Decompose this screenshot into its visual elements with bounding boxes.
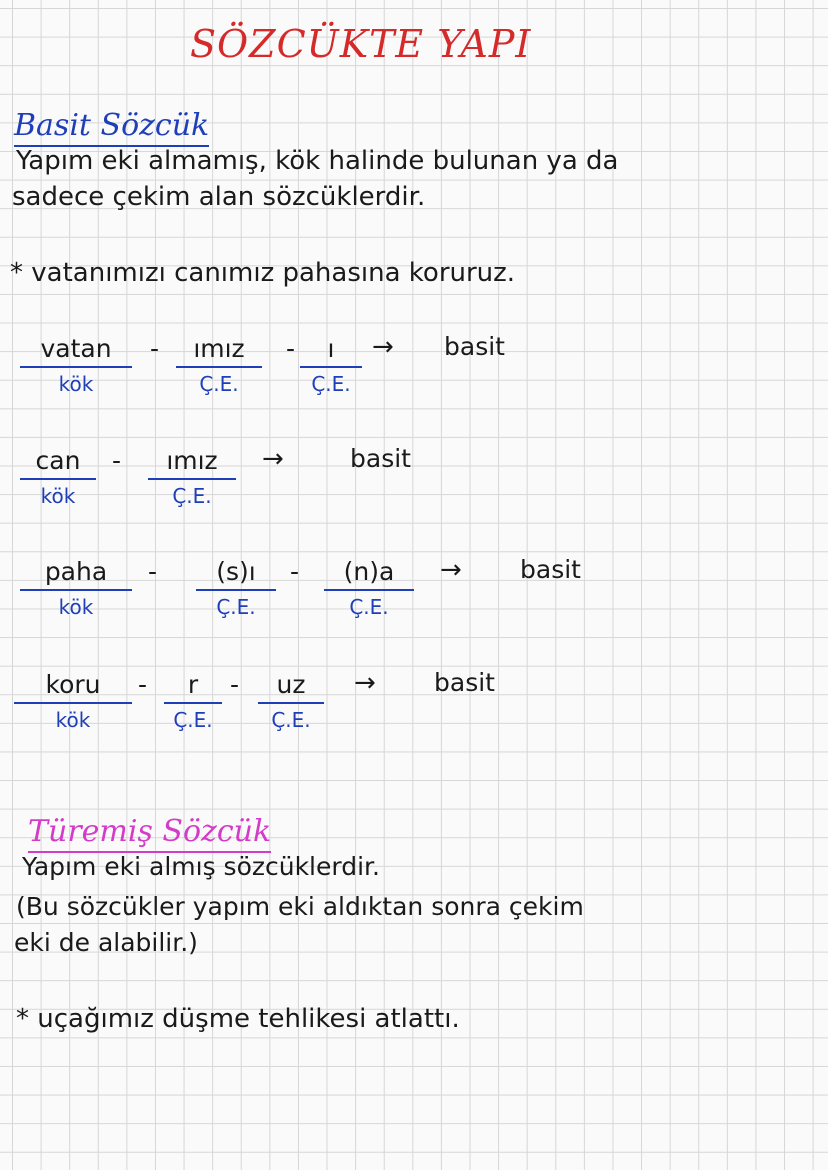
word-part <box>20 446 96 508</box>
separator: - <box>290 557 300 586</box>
part-word: (s)ı <box>196 557 276 591</box>
separator: - <box>112 446 122 475</box>
part-label: kök <box>58 595 94 619</box>
word-part <box>300 334 362 396</box>
word-part <box>196 557 276 619</box>
example-sentence: * uçağımız düşme tehlikesi atlattı. <box>16 1004 460 1034</box>
part-word: paha <box>20 557 132 591</box>
separator: - <box>230 670 240 699</box>
word-part <box>164 670 222 732</box>
part-label: Ç.E. <box>311 372 351 396</box>
part-word: (n)a <box>324 557 414 591</box>
part-word: ımız <box>148 446 236 480</box>
part-word: ımız <box>176 334 262 368</box>
part-word: koru <box>14 670 132 704</box>
result-label: basit <box>444 332 505 361</box>
result-label: basit <box>350 444 411 473</box>
definition-line: Yapım eki almış sözcüklerdir. <box>22 852 380 881</box>
result-label: basit <box>520 555 581 584</box>
part-word: uz <box>258 670 324 704</box>
separator: - <box>148 557 158 586</box>
definition-line: Yapım eki almamış, kök halinde bulunan ya da <box>16 146 619 176</box>
word-part <box>20 557 132 619</box>
section-heading-basit <box>14 108 209 143</box>
separator: - <box>150 334 160 363</box>
part-label: Ç.E. <box>173 708 213 732</box>
separator: - <box>286 334 296 363</box>
word-part <box>148 446 236 508</box>
part-label: Ç.E. <box>271 708 311 732</box>
word-part <box>176 334 262 396</box>
definition-line: sadece çekim alan sözcüklerdir. <box>12 182 426 212</box>
word-part <box>14 670 132 732</box>
separator: - <box>138 670 148 699</box>
example-sentence: * vatanımızı canımız pahasına koruruz. <box>10 258 516 288</box>
word-part <box>258 670 324 732</box>
arrow-icon: → <box>354 668 376 698</box>
part-label: Ç.E. <box>349 595 389 619</box>
arrow-icon: → <box>372 332 394 362</box>
note-line: (Bu sözcükler yapım eki aldıktan sonra çekim <box>16 892 584 921</box>
part-word: ı <box>300 334 362 368</box>
section-heading-basit-text: Basit Sözcük <box>14 108 209 147</box>
result-label: basit <box>434 668 495 697</box>
section-heading-turemis <box>28 814 271 849</box>
part-label: Ç.E. <box>172 484 212 508</box>
page-title: SÖZCÜKTE YAPI <box>190 22 532 66</box>
word-part <box>324 557 414 619</box>
part-word: can <box>20 446 96 480</box>
part-label: Ç.E. <box>199 372 239 396</box>
part-label: kök <box>55 708 91 732</box>
part-word: vatan <box>20 334 132 368</box>
note-line: eki de alabilir.) <box>14 928 198 957</box>
part-word: r <box>164 670 222 704</box>
part-label: kök <box>58 372 94 396</box>
section-heading-turemis-text: Türemiş Sözcük <box>28 814 271 853</box>
part-label: kök <box>40 484 76 508</box>
arrow-icon: → <box>262 444 284 474</box>
word-part <box>20 334 132 396</box>
part-label: Ç.E. <box>216 595 256 619</box>
arrow-icon: → <box>440 555 462 585</box>
